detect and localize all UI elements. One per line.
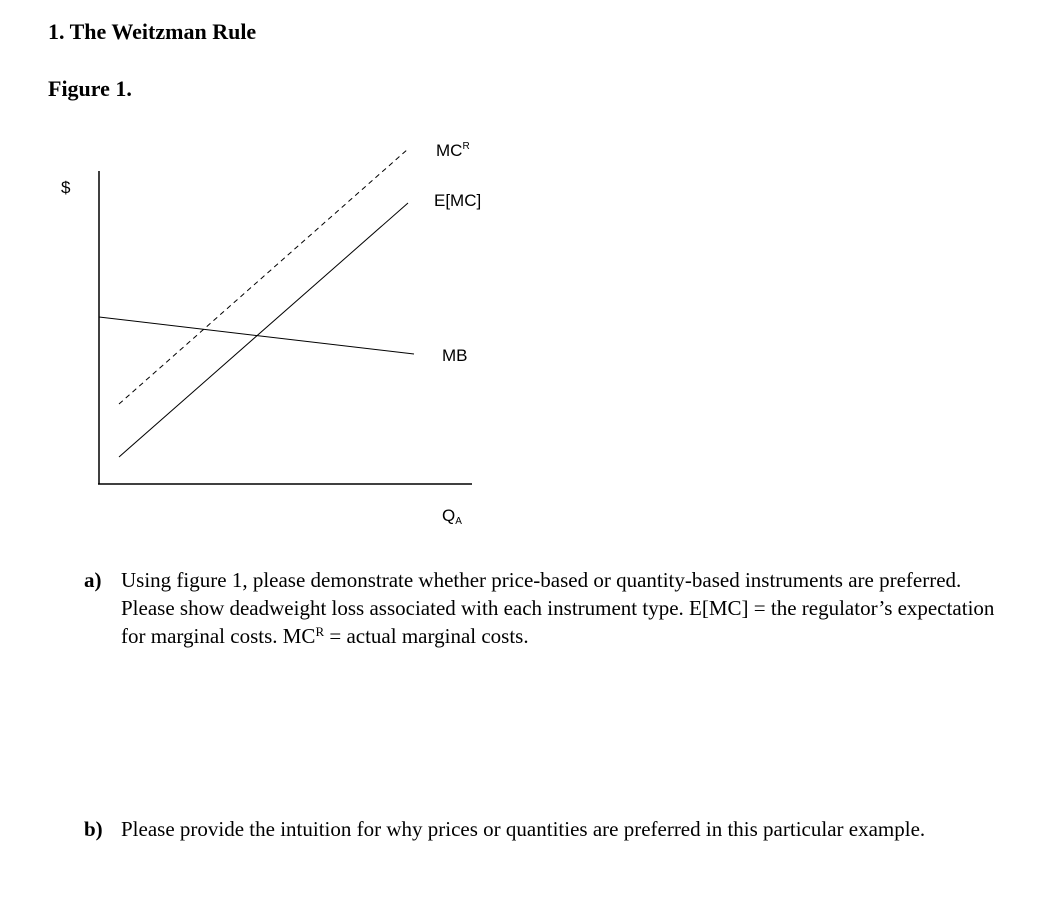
e-mc-curve bbox=[119, 203, 408, 457]
x-axis-label-sub: A bbox=[455, 516, 462, 527]
y-axis-label: $ bbox=[61, 178, 71, 197]
mc-r-label-main: MC bbox=[436, 141, 463, 160]
question-a-label: a) bbox=[84, 568, 102, 592]
mc-r-label bbox=[436, 141, 470, 160]
question-a-text-part1: Using figure 1, please demonstrate whether price-based or quantity-based instruments are preferred. Please show deadweight loss associated with each instrument type. E[MC] = the regulator’s expectation for marginal costs. MC bbox=[121, 568, 995, 648]
question-b bbox=[84, 815, 1004, 843]
section-title: 1. The Weitzman Rule bbox=[48, 19, 257, 44]
question-b-text: Please provide the intuition for why prices or quantities are preferred in this particular example. bbox=[121, 817, 926, 841]
mb-curve bbox=[99, 317, 414, 354]
x-axis-label-main: Q bbox=[442, 506, 456, 525]
question-a-superscript: R bbox=[315, 624, 325, 639]
question-a bbox=[84, 566, 1004, 650]
mc-r-curve bbox=[119, 149, 408, 404]
figure-label: Figure 1. bbox=[48, 76, 132, 101]
x-axis-label bbox=[442, 506, 462, 527]
e-mc-label: E[MC] bbox=[434, 191, 482, 210]
question-b-label: b) bbox=[84, 817, 103, 841]
mc-r-label-sup: R bbox=[462, 141, 470, 152]
mb-label: MB bbox=[442, 346, 468, 365]
question-a-text bbox=[121, 566, 1004, 650]
question-a-text-part2: = actual marginal costs. bbox=[324, 624, 529, 648]
